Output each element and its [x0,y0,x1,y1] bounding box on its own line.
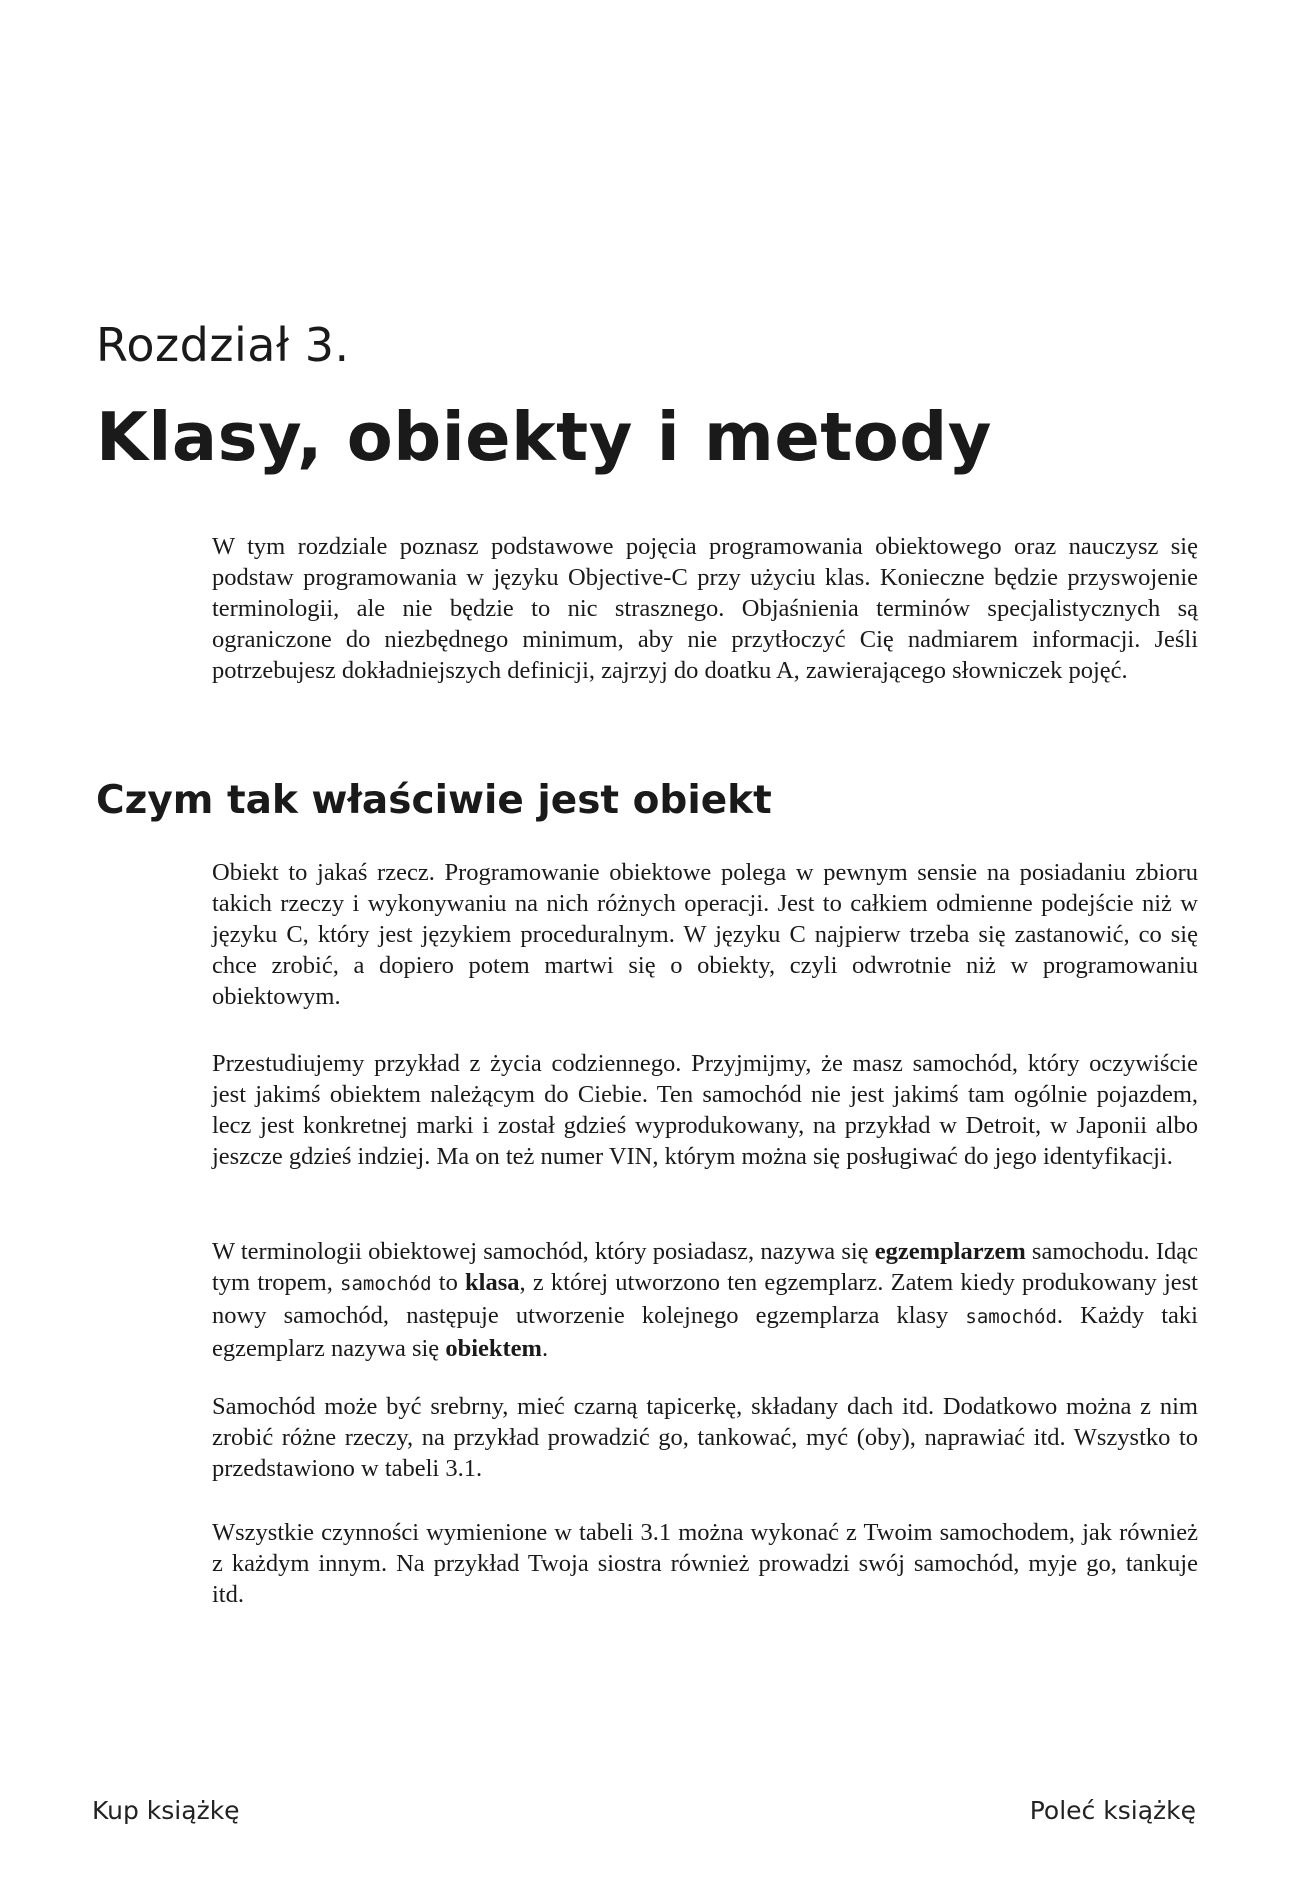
paragraph-3 [212,1236,1198,1364]
paragraph-5: Wszystkie czynności wymienione w tabeli 3.1 można wykonać z Twoim samochodem, jak również z każdym innym. Na przykład Twoja siostra również prowadzi swój samochód, myje go, tankuje itd. [212,1519,1198,1608]
paragraph-4: Samochód może być srebrny, mieć czarną tapicerkę, składany dach itd. Dodatkowo można z nim zrobić różne rzeczy, na przykład prowadzić go, tankować, myć (oby), naprawiać itd. Wszystko to przedstawiono w tabeli 3.1. [212,1393,1198,1482]
term-object: obiektem [445,1335,542,1362]
text-span: . [541,1335,549,1362]
recommend-book-link[interactable]: Poleć książkę [1029,1796,1196,1825]
chapter-label: Rozdział 3. [96,318,350,372]
paragraph-2: Przestudiujemy przykład z życia codziennego. Przyjmijmy, że masz samochód, który oczywiście jest jakimś obiektem należącym do Ciebie. Ten samochód nie jest jakimś tam ogólnie pojazdem, lecz jest konkretnej marki i został gdzieś wyprodukowany, na przykład w Detroit, w Japonii albo jeszcze gdzieś indziej. Ma on też numer VIN, którym można się posługiwać do jego identyfikacji. [212,1050,1198,1170]
buy-book-link[interactable]: Kup książkę [92,1796,240,1825]
text-span: W terminologii obiektowej samochód, który posiadasz, nazywa się [212,1238,875,1265]
paragraph-1: Obiekt to jakaś rzecz. Programowanie obiektowe polega w pewnym sensie na posiadaniu zbioru takich rzeczy i wykonywaniu na nich różnych operacji. Jest to całkiem odmienne podejście niż w języku C, który jest językiem proceduralnym. W języku C najpierw trzeba się zastanowić, co się chce zrobić, a dopiero potem martwi się o obiekty, czyli odwrotnie niż w programowaniu obiektowym. [212,859,1198,1010]
text-span: , z której utworzono ten egzemplarz. Zatem kiedy produkowany jest nowy samochód, następuje utworzenie kolejnego egzemplarza klasy [212,1269,1198,1329]
term-class: klasa [465,1269,520,1296]
code-class-name: samochód [965,1306,1057,1328]
chapter-title: Klasy, obiekty i metody [96,398,992,476]
intro-paragraph: W tym rozdziale poznasz podstawowe pojęcia programowania obiektowego oraz nauczysz się podstaw programowania w języku Objective-C przy użyciu klas. Konieczne będzie przyswojenie terminologii, ale nie będzie to nic strasznego. Objaśnienia terminów specjalistycznych są ograniczone do niezbędnego minimum, aby nie przytłoczyć Cię nadmiarem informacji. Jeśli potrzebujesz dokładniejszych definicji, zajrzyj do doatku A, zawierającego słowniczek pojęć. [212,533,1198,684]
section-heading: Czym tak właściwie jest obiekt [96,778,772,823]
text-span: samochodu. Idąc tym tropem, [212,1238,1198,1296]
code-class-name: samochód [340,1273,432,1295]
text-span: to [431,1269,466,1296]
text-span: . Każdy taki egzemplarz nazywa się [212,1302,1198,1362]
term-instance: egzemplarzem [874,1238,1026,1265]
